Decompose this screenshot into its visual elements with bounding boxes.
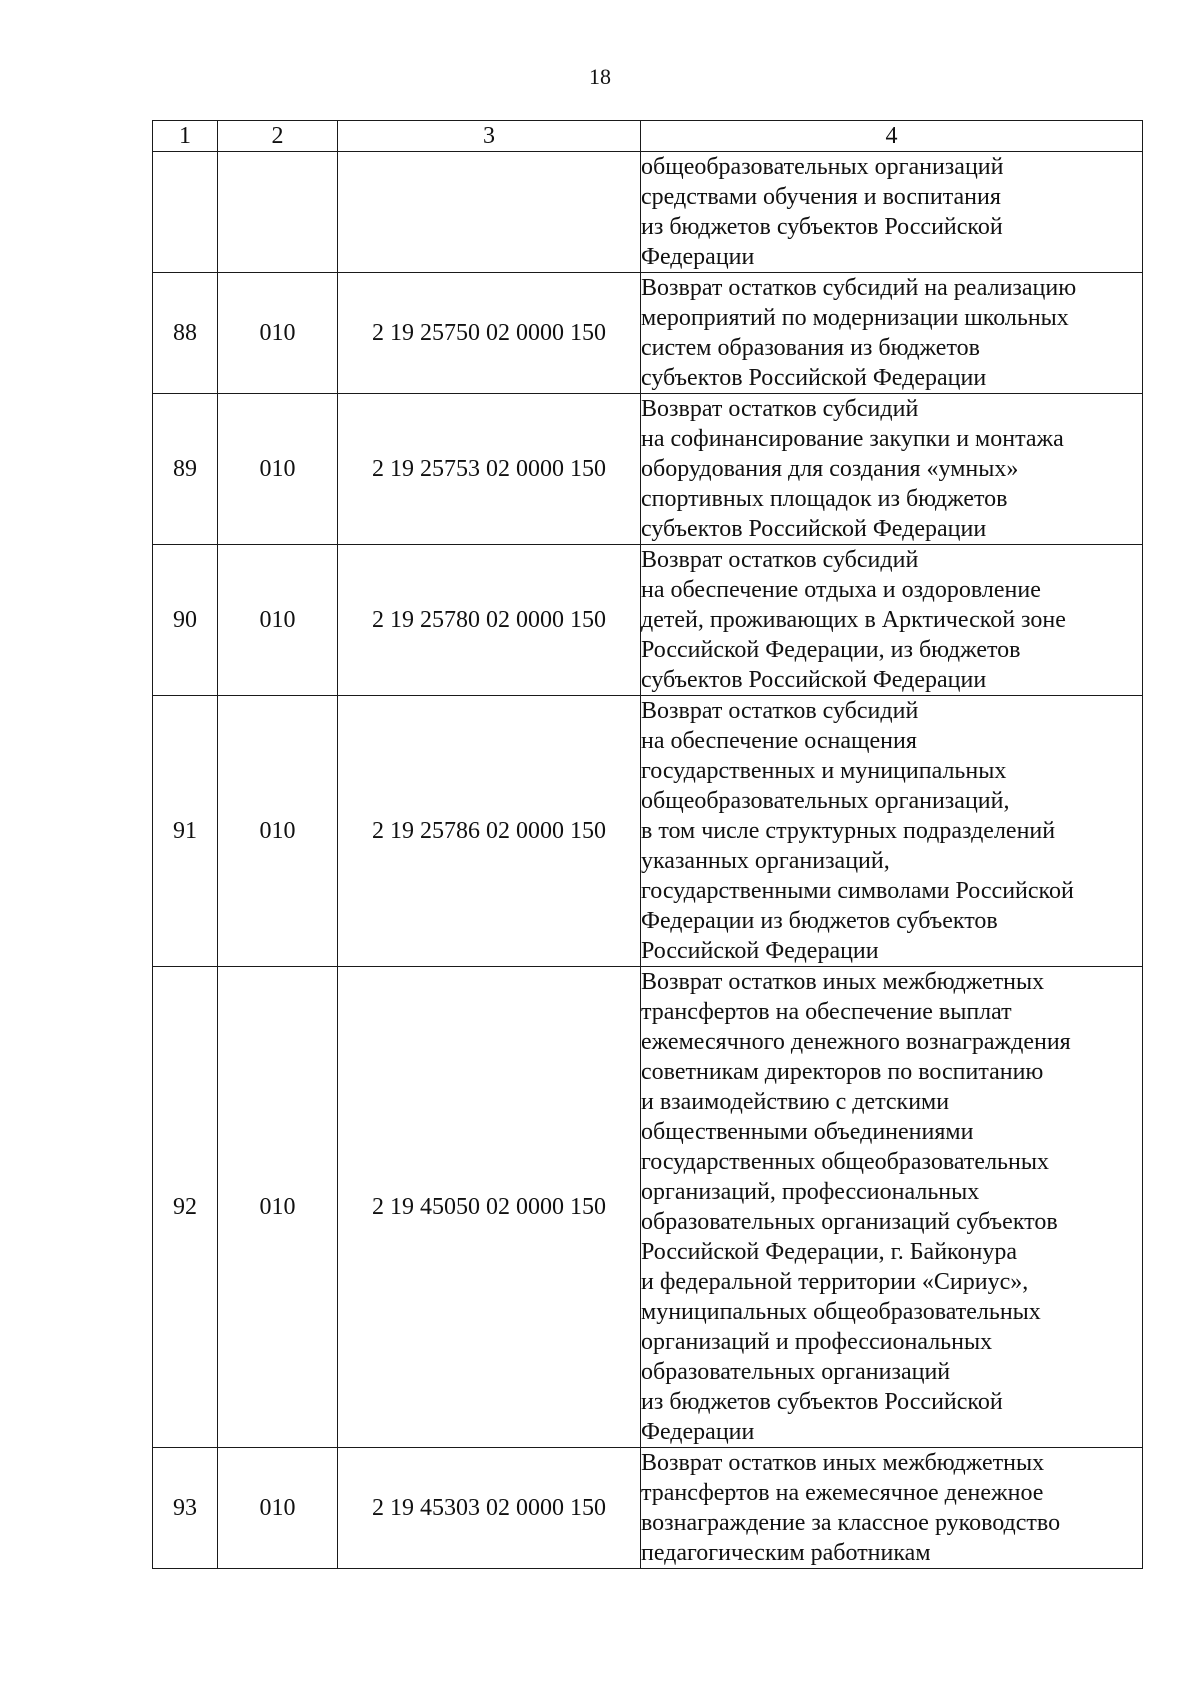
row-budget-code: 2 19 25753 02 0000 150	[338, 394, 641, 545]
row-budget-code: 2 19 45050 02 0000 150	[338, 967, 641, 1448]
row-number: 88	[153, 273, 218, 394]
table-row	[153, 545, 1143, 696]
row-number: 93	[153, 1448, 218, 1569]
description-line: педагогическим работникам	[641, 1540, 931, 1566]
description-line: образовательных организаций субъектов	[641, 1209, 1058, 1235]
row-description	[641, 545, 1143, 696]
description-line: Возврат остатков субсидий	[641, 547, 919, 573]
description-line: организаций и профессиональных	[641, 1329, 993, 1355]
table-row	[153, 394, 1143, 545]
row-description	[641, 152, 1143, 273]
description-line: спортивных площадок из бюджетов	[641, 486, 1008, 512]
description-line: Российской Федерации	[641, 938, 879, 964]
table-row	[153, 1448, 1143, 1569]
description-line: на обеспечение отдыха и оздоровление	[641, 577, 1041, 603]
table-row	[153, 967, 1143, 1448]
description-line: трансфертов на обеспечение выплат	[641, 999, 1012, 1025]
description-line: вознаграждение за классное руководство	[641, 1510, 1061, 1536]
row-budget-code: 2 19 25780 02 0000 150	[338, 545, 641, 696]
description-line: Российской Федерации, г. Байконура	[641, 1239, 1017, 1265]
row-number	[153, 152, 218, 273]
description-line: государственных общеобразовательных	[641, 1149, 1049, 1175]
row-admin-code: 010	[218, 1448, 338, 1569]
header-col-3: 3	[338, 121, 641, 152]
description-line: образовательных организаций	[641, 1359, 951, 1385]
description-line: Возврат остатков иных межбюджетных	[641, 1450, 1045, 1476]
description-line: оборудования для создания «умных»	[641, 456, 1019, 482]
description-line: указанных организаций,	[641, 848, 890, 874]
description-line: Федерации	[641, 1419, 755, 1445]
description-line: государственными символами Российской	[641, 878, 1074, 904]
description-line: общеобразовательных организаций,	[641, 788, 1010, 814]
description-line: средствами обучения и воспитания	[641, 184, 1001, 210]
row-description	[641, 273, 1143, 394]
description-line: ежемесячного денежного вознаграждения	[641, 1029, 1071, 1055]
description-line: субъектов Российской Федерации	[641, 516, 987, 542]
row-admin-code	[218, 152, 338, 273]
description-line: Федерации	[641, 244, 755, 270]
table-body	[153, 152, 1143, 1569]
row-number: 90	[153, 545, 218, 696]
description-line: Возврат остатков субсидий	[641, 698, 919, 724]
row-budget-code: 2 19 25786 02 0000 150	[338, 696, 641, 967]
description-line: Возврат остатков субсидий	[641, 396, 919, 422]
description-line: субъектов Российской Федерации	[641, 365, 987, 391]
budget-codes-table	[152, 120, 1143, 1569]
row-budget-code	[338, 152, 641, 273]
table-row	[153, 696, 1143, 967]
description-line: из бюджетов субъектов Российской	[641, 214, 1003, 240]
row-admin-code: 010	[218, 545, 338, 696]
description-line: на софинансирование закупки и монтажа	[641, 426, 1064, 452]
table-header-row	[153, 121, 1143, 152]
header-col-4: 4	[641, 121, 1143, 152]
description-line: муниципальных общеобразовательных	[641, 1299, 1041, 1325]
description-line: и федеральной территории «Сириус»,	[641, 1269, 1029, 1295]
description-line: на обеспечение оснащения	[641, 728, 917, 754]
row-number: 91	[153, 696, 218, 967]
description-line: Федерации из бюджетов субъектов	[641, 908, 998, 934]
description-line: Возврат остатков иных межбюджетных	[641, 969, 1045, 995]
row-description	[641, 1448, 1143, 1569]
description-line: субъектов Российской Федерации	[641, 667, 987, 693]
description-line: мероприятий по модернизации школьных	[641, 305, 1069, 331]
row-admin-code: 010	[218, 394, 338, 545]
description-line: систем образования из бюджетов	[641, 335, 980, 361]
description-line: Российской Федерации, из бюджетов	[641, 637, 1021, 663]
row-description	[641, 967, 1143, 1448]
page-number: 18	[589, 64, 611, 89]
row-number: 89	[153, 394, 218, 545]
description-line: и взаимодействию с детскими	[641, 1089, 950, 1115]
description-line: трансфертов на ежемесячное денежное	[641, 1480, 1044, 1506]
row-number: 92	[153, 967, 218, 1448]
description-line: государственных и муниципальных	[641, 758, 1007, 784]
row-admin-code: 010	[218, 967, 338, 1448]
row-budget-code: 2 19 25750 02 0000 150	[338, 273, 641, 394]
description-line: советникам директоров по воспитанию	[641, 1059, 1044, 1085]
description-line: организаций, профессиональных	[641, 1179, 980, 1205]
row-admin-code: 010	[218, 696, 338, 967]
row-admin-code: 010	[218, 273, 338, 394]
row-description	[641, 696, 1143, 967]
table-row-continuation	[153, 152, 1143, 273]
description-line: Возврат остатков субсидий на реализацию	[641, 275, 1077, 301]
description-line: в том числе структурных подразделений	[641, 818, 1056, 844]
row-description	[641, 394, 1143, 545]
description-line: общеобразовательных организаций	[641, 154, 1004, 180]
table-row	[153, 273, 1143, 394]
description-line: детей, проживающих в Арктической зоне	[641, 607, 1066, 633]
description-line: из бюджетов субъектов Российской	[641, 1389, 1003, 1415]
header-col-2: 2	[218, 121, 338, 152]
header-col-1: 1	[153, 121, 218, 152]
description-line: общественными объединениями	[641, 1119, 974, 1145]
row-budget-code: 2 19 45303 02 0000 150	[338, 1448, 641, 1569]
